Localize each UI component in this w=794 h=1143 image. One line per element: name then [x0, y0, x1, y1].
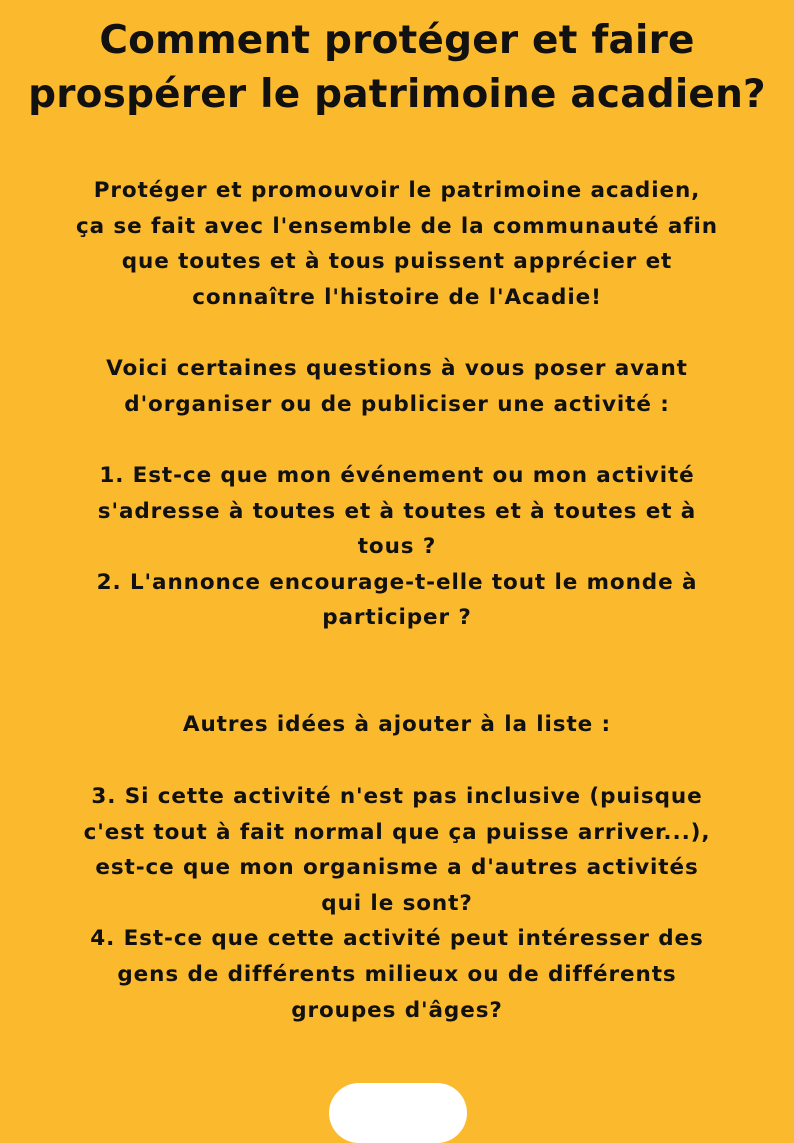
other-ideas-section — [30, 707, 764, 743]
questions-intro-line: d'organiser ou de publiciser une activité : — [124, 391, 670, 417]
question-item-line: est-ce que mon organisme a d'autres activités — [95, 855, 699, 881]
intro-line: Protéger et promouvoir le patrimoine acadien, — [93, 178, 701, 203]
question-item-line: tous ? — [357, 534, 437, 560]
question-item-1 — [30, 458, 764, 565]
intro-paragraph — [30, 173, 764, 315]
question-item-line: groupes d'âges? — [291, 997, 503, 1023]
question-list-secondary — [30, 779, 764, 1028]
other-ideas-heading: Autres idées à ajouter à la liste : — [182, 712, 612, 737]
intro-line: connaître l'histoire de l'Acadie! — [192, 284, 602, 310]
intro-line: ça se fait avec l'ensemble de la communauté afin — [75, 213, 719, 239]
question-item-line: 4. Est-ce que cette activité peut intéresser des — [90, 926, 704, 952]
question-item-line: 2. L'annonce encourage-t-elle tout le monde à — [96, 569, 698, 595]
page-title — [0, 14, 794, 122]
page-title-line-1: Comment protéger et faire — [99, 18, 695, 63]
questions-intro-line: Voici certaines questions à vous poser avant — [106, 356, 688, 381]
question-item-2 — [30, 565, 764, 636]
question-item-line: c'est tout à fait normal que ça puisse arriver...), — [83, 819, 711, 845]
intro-line: que toutes et à tous puissent apprécier et — [121, 249, 673, 275]
question-item-line: gens de différents milieux ou de différents — [117, 961, 677, 987]
question-list-primary — [30, 458, 764, 636]
question-item-4 — [30, 921, 764, 1028]
question-item-3 — [30, 779, 764, 921]
page-title-line-2: prospérer le patrimoine acadien? — [28, 72, 766, 117]
question-item-line: participer ? — [322, 605, 472, 631]
question-item-line: 3. Si cette activité n'est pas inclusive (puisque — [91, 784, 703, 809]
questions-intro-paragraph — [30, 351, 764, 422]
question-item-line: 1. Est-ce que mon événement ou mon activité — [99, 463, 695, 488]
bottom-pill-shape — [329, 1083, 467, 1143]
question-item-line: s'adresse à toutes et à toutes et à toutes et à — [97, 498, 697, 524]
question-item-line: qui le sont? — [321, 890, 473, 916]
